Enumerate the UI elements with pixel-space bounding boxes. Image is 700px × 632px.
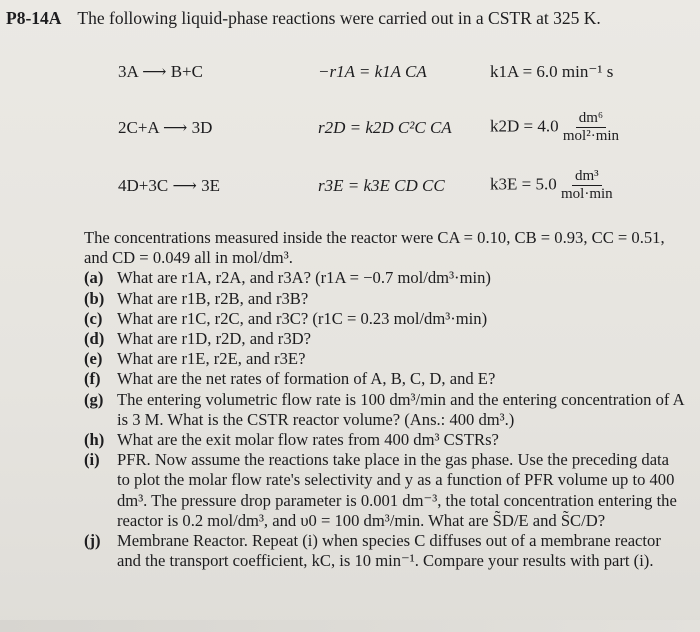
question-g: (g) The entering volumetric flow rate is 100 dm³/min and the entering concentration of A is 3 M. What is the CSTR reactor volume? (Ans.: 400 dm³.) — [84, 389, 684, 429]
question-h: (h) What are the exit molar flow rates from 400 dm³ CSTRs? — [84, 430, 499, 450]
question-i: (i) PFR. Now assume the reactions take place in the gas phase. Use the preceding data to plot the molar flow rate's selectivity and y as a function of PFR volume up to 400 dm³. The pressure drop parameter is 0.001 dm⁻³, the total concentration entering the reactor is 0.2 mol/dm³, and υ0 = 100 dm³/min. What are S̃D/E and S̃C/D? — [84, 450, 677, 530]
problem-statement: The following liquid-phase reactions were carried out in a CSTR at 325 K. — [77, 8, 601, 28]
question-c: (c) What are r1C, r2C, and r3C? (r1C = 0.23 mol/dm³·min) — [84, 308, 488, 328]
reaction-1-constant: k1A = 6.0 min⁻¹ s — [490, 62, 614, 81]
reaction-3-rate-law: r3E = k3E CD CC — [318, 176, 445, 195]
question-a: (a) What are r1A, r2A, and r3A? (r1A = −0.7 mol/dm³·min) — [84, 268, 491, 288]
reaction-2-constant: k2D = 4.0 $\frac{\text{dm⁶}}{\text{mol²·min}}$ — [490, 110, 620, 144]
reaction-3-units: $\frac{\text{dm³}}{\text{mol·min}}$ — [560, 168, 613, 202]
question-j: (j) Membrane Reactor. Repeat (i) when species C diffuses out of a membrane reactor and the transport coefficient, kC, is 10 min⁻¹. Compare your results with part (i). — [84, 531, 661, 571]
question-f: (f) What are the net rates of formation of A, B, C, D, and E? — [84, 369, 496, 389]
question-d: (d) What are r1D, r2D, and r3D? — [84, 329, 311, 349]
reaction-2-units: $\frac{\text{dm⁶}}{\text{mol²·min}}$ — [562, 110, 620, 144]
question-e: (e) What are r1E, r2E, and r3E? — [84, 349, 306, 369]
page-bottom-edge — [0, 620, 700, 632]
reaction-2-equation: 2C+A ⟶ 3D — [118, 118, 213, 137]
reaction-1-equation: 3A ⟶ B+C — [118, 62, 203, 81]
intro-paragraph: The concentrations measured inside the reactor were CA = 0.10, CB = 0.93, CC = 0.51, and CD = 0.049 all in mol/dm³. — [84, 228, 665, 268]
question-b: (b) What are r1B, r2B, and r3B? — [84, 288, 309, 308]
problem-number: P8-14A — [6, 8, 62, 28]
problem-body — [84, 228, 684, 571]
reaction-2-rate-law: r2D = k2D C²C CA — [318, 118, 452, 137]
reaction-3-equation: 4D+3C ⟶ 3E — [118, 176, 220, 195]
problem-header — [6, 8, 601, 29]
reaction-3-constant: k3E = 5.0 $\frac{\text{dm³}}{\text{mol·min}}$ — [490, 168, 613, 202]
reaction-1-rate-law: −r1A = k1A CA — [318, 62, 427, 81]
